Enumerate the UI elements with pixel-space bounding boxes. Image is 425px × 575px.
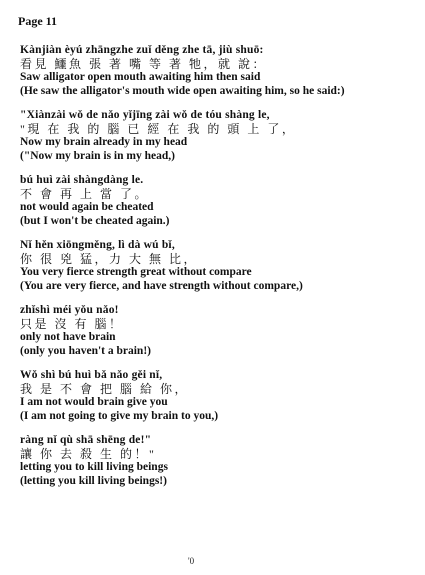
- translation-line: (He saw the alligator's mouth wide open awaiting him, so he said:): [20, 84, 345, 97]
- gloss-line: Saw alligator open mouth awaiting him then said: [20, 71, 261, 83]
- stanza-3: [20, 174, 415, 228]
- gloss-line: I am not would brain give you: [20, 396, 168, 408]
- chinese-line: 只是 沒 有 腦！: [20, 316, 124, 331]
- stray-mark: '0: [188, 556, 195, 566]
- pinyin-line: zhǐshì méi yǒu nǎo!: [20, 304, 119, 316]
- pinyin-line: Kànjiàn èyú zhāngzhe zuǐ děng zhe tā, jiù shuō:: [20, 44, 264, 56]
- translation-line: (but I won't be cheated again.): [20, 214, 170, 227]
- translation-line: (letting you kill living beings!): [20, 474, 167, 487]
- chinese-line: 不 會 再 上 當 了。: [20, 186, 150, 201]
- gloss-line: not would again be cheated: [20, 201, 154, 213]
- stanza-1: [20, 44, 415, 98]
- gloss-line: Now my brain already in my head: [20, 136, 188, 148]
- stanza-6: [20, 369, 415, 423]
- gloss-line: only not have brain: [20, 331, 116, 343]
- chinese-line: 讓 你 去 殺 生 的！": [20, 446, 157, 461]
- pinyin-line: "Xiànzài wǒ de nǎo yǐjīng zài wǒ de tóu shàng le,: [20, 109, 270, 121]
- translation-line: (You are very fierce, and have strength without compare,): [20, 279, 303, 292]
- gloss-line: letting you to kill living beings: [20, 461, 168, 473]
- gloss-line: You very fierce strength great without compare: [20, 266, 252, 278]
- chinese-line: 看見 鱷魚 張 著 嘴 等 著 牠，就 說：: [20, 56, 268, 71]
- page-number: Page 11: [18, 14, 57, 28]
- pinyin-line: ràng nǐ qù shā shēng de!": [20, 434, 152, 446]
- pinyin-line: Wǒ shì bú huì bǎ nǎo gěi nǐ,: [20, 369, 163, 381]
- stanza-7: [20, 434, 415, 488]
- chinese-line: "現 在 我 的 腦 已 經 在 我 的 頭 上 了，: [20, 121, 297, 136]
- stanza-2: [20, 109, 415, 163]
- translation-line: (only you haven't a brain!): [20, 344, 151, 357]
- chinese-line: 我 是 不 會 把 腦 給 你，: [20, 381, 190, 396]
- translation-line: ("Now my brain is in my head,): [20, 149, 175, 162]
- stanza-4: [20, 239, 415, 293]
- stanza-5: [20, 304, 415, 358]
- translation-line: (I am not going to give my brain to you,): [20, 409, 219, 422]
- chinese-line: 你 很 兇 猛，力 大 無 比，: [20, 251, 199, 266]
- pinyin-line: Nǐ hěn xiōngměng, lì dà wú bǐ,: [20, 239, 175, 251]
- pinyin-line: bú huì zài shàngdàng le.: [20, 174, 144, 186]
